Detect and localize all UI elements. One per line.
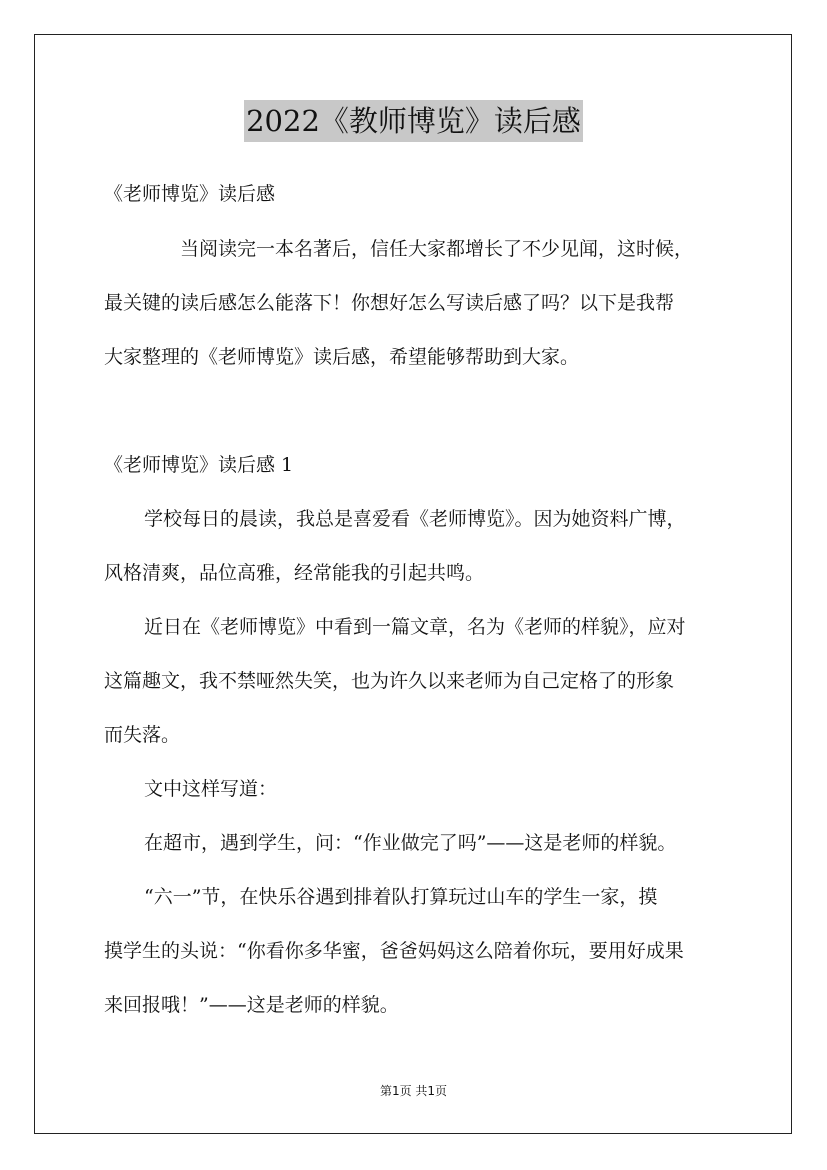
intro-line-3: 大家整理的《老师博览》读后感，希望能够帮助到大家。 xyxy=(104,346,580,368)
body-line: 文中这样写道： xyxy=(144,778,278,800)
title-container xyxy=(0,100,827,142)
body-line: “六一”节，在快乐谷遇到排着队打算玩过山车的学生一家，摸 xyxy=(144,886,658,908)
subtitle: 《老师博览》读后感 xyxy=(104,183,276,205)
section-heading: 《老师博览》读后感 1 xyxy=(104,454,294,476)
body-line: 近日在《老师博览》中看到一篇文章，名为《老师的样貌》，应对 xyxy=(144,616,686,638)
body-line: 风格清爽，品位高雅，经常能我的引起共鸣。 xyxy=(104,562,485,584)
intro-line-1: 当阅读完一本名著后，信任大家都增长了不少见闻，这时候， xyxy=(180,238,694,260)
document-title: 2022《教师博览》读后感 xyxy=(244,100,583,142)
intro-line-2: 最关键的读后感怎么能落下！你想好怎么写读后感了吗？以下是我帮 xyxy=(104,292,675,314)
body-line: 来回报哦！”——这是老师的样貌。 xyxy=(104,994,399,1016)
page-number: 第1页 共1页 xyxy=(379,1084,448,1098)
body-line: 这篇趣文，我不禁哑然失笑，也为许久以来老师为自己定格了的形象 xyxy=(104,670,675,692)
body-line: 学校每日的晨读，我总是喜爱看《老师博览》。因为她资料广博， xyxy=(144,508,686,530)
body-line: 在超市，遇到学生，问：“作业做完了吗”——这是老师的样貌。 xyxy=(144,832,677,854)
body-line: 摸学生的头说：“你看你多华蜜，爸爸妈妈这么陪着你玩，要用好成果 xyxy=(104,940,684,962)
body-line: 而失落。 xyxy=(104,724,181,746)
